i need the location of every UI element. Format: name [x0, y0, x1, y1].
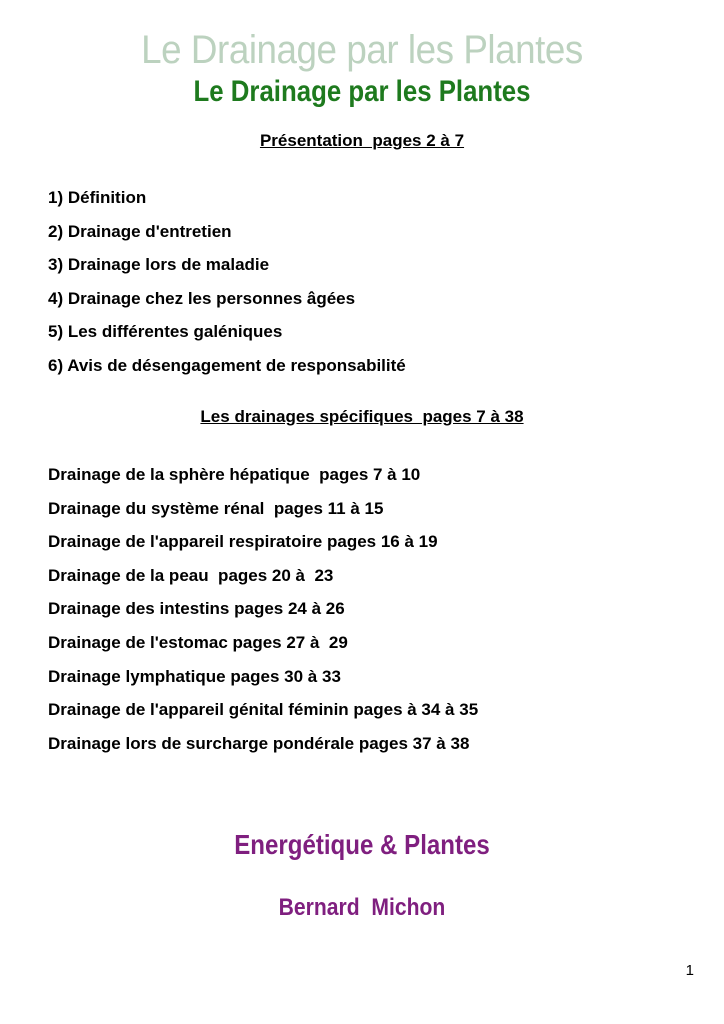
- list-item: Drainage de l'estomac pages 27 à 29: [48, 632, 348, 652]
- list-item: 3) Drainage lors de maladie: [48, 255, 270, 275]
- list-item: Drainage de la sphère hépatique pages 7 à 10: [48, 465, 421, 484]
- list-item: 2) Drainage d'entretien: [48, 221, 232, 241]
- list-item: Drainage des intestins pages 24 à 26: [48, 599, 345, 619]
- presentation-list: [48, 188, 406, 390]
- list-item: Drainage lors de surcharge pondérale pages 37 à 38: [48, 733, 470, 753]
- page-number: 1: [685, 962, 694, 979]
- list-item: Drainage de l'appareil respiratoire pages 16 à 19: [48, 532, 438, 552]
- list-item: 6) Avis de désengagement de responsabilité: [48, 355, 406, 375]
- brand-name: Energétique & Plantes: [234, 829, 490, 860]
- presentation-heading: Présentation pages 2 à 7: [259, 131, 465, 150]
- specific-list: [48, 465, 478, 767]
- list-item: Drainage lymphatique pages 30 à 33: [48, 666, 341, 686]
- ghost-title: Le Drainage par les Plantes: [141, 28, 583, 72]
- list-item: Drainage de la peau pages 20 à 23: [48, 565, 334, 585]
- list-item: 1) Définition: [48, 188, 147, 207]
- author-name: Bernard Michon: [278, 894, 446, 921]
- specific-heading: Les drainages spécifiques pages 7 à 38: [200, 407, 524, 426]
- list-item: Drainage du système rénal pages 11 à 15: [48, 498, 384, 518]
- list-item: 5) Les différentes galéniques: [48, 322, 283, 342]
- page-title: Le Drainage par les Plantes: [193, 75, 531, 108]
- list-item: Drainage de l'appareil génital féminin pages à 34 à 35: [48, 700, 479, 720]
- list-item: 4) Drainage chez les personnes âgées: [48, 288, 356, 308]
